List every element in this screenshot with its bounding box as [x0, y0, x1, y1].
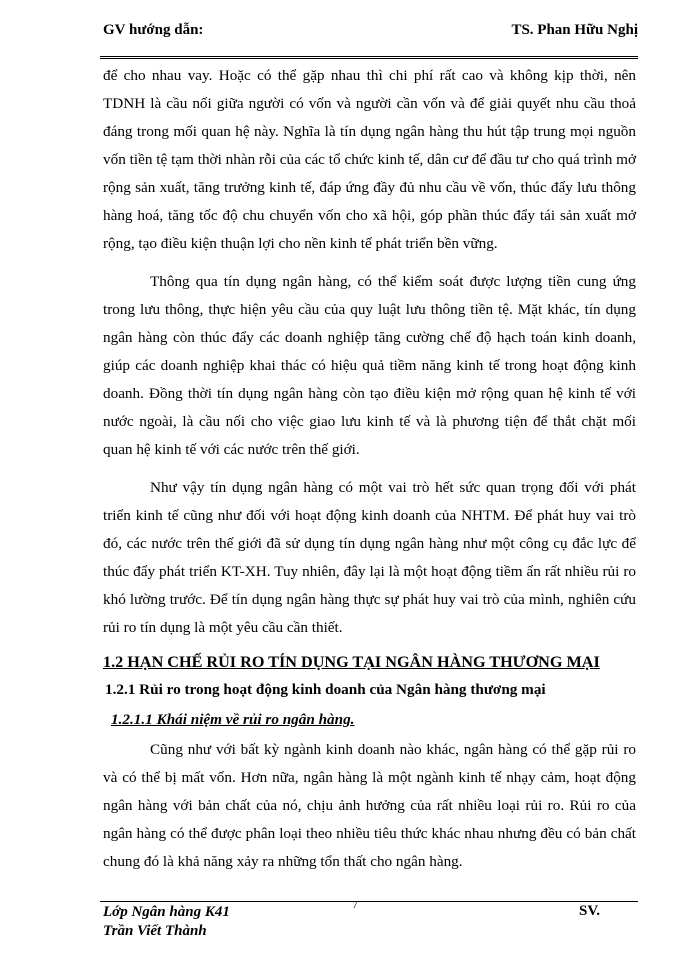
header-divider	[100, 56, 638, 59]
paragraph-credit-role: Như vậy tín dụng ngân hàng có một vai trò hết sức quan trọng đối với phát triển kinh tế cũng như đối với hoạt động kinh doanh của NHTM. Để phát huy vai trò đó, các nước trên thế giới đã sử dụng tín dụng ngân hàng như một công cụ đắc lực để thúc đẩy phát triển KT-XH. Tuy nhiên, đây lại là một hoạt động tiềm ẩn rất nhiều rủi ro khó lường trước. Để tín dụng ngân hàng thực sự phát huy vai trò của mình, nghiên cứu rủi ro tín dụng là một yêu cầu cần thiết.	[103, 479, 636, 636]
footer-student-name: Trần Viết Thành	[103, 923, 207, 939]
section-heading-1-2-1: 1.2.1 Rủi ro trong hoạt động kinh doanh của Ngân hàng thương mại	[105, 681, 546, 698]
document-body	[103, 62, 636, 876]
footer-student-label: SV.	[579, 903, 600, 919]
header-advisor-name: TS. Phan Hữu Nghị	[511, 22, 638, 38]
footer-class-info	[103, 903, 230, 941]
paragraph-credit-control: Thông qua tín dụng ngân hàng, có thể kiểm soát được lượng tiền cung ứng trong lưu thông, thực hiện yêu cầu của quy luật lưu thông tiền tệ. Mặt khác, tín dụng ngân hàng còn thúc đẩy các doanh nghiệp tăng cường chế độ hạch toán kinh doanh, giúp các doanh nghiệp khai thác có hiệu quả tiềm năng kinh tế trong hoạt động kinh doanh. Đồng thời tín dụng ngân hàng còn tạo điều kiện mở rộng quan hệ kinh tế với nước ngoài, là cầu nối cho việc giao lưu kinh tế và là phương tiện để thắt chặt mối quan hệ kinh tế với các nước trên thế giới.	[103, 273, 636, 458]
page-header	[103, 22, 638, 48]
paragraph-continued: để cho nhau vay. Hoặc có thể gặp nhau thì chi phí rất cao và không kịp thời, nên TDNH là cầu nối giữa người có vốn và người cần vốn và để giải quyết nhu cầu thoả đáng trong mối quan hệ này. Nghĩa là tín dụng ngân hàng thu hút tập trung mọi nguồn vốn tiền tệ tạm thời nhàn rỗi của các tổ chức kinh tế, dân cư để đầu tư cho quá trình mở rộng sản xuất, tăng trưởng kinh tế, đáp ứng đầy đủ nhu cầu về vốn, thúc đẩy lưu thông hàng hoá, tăng tốc độ chu chuyển vốn cho xã hội, góp phần thúc đẩy tái sản xuất mở rộng, tạo điều kiện thuận lợi cho nền kinh tế phát triển bền vững.	[103, 67, 636, 252]
page-number: 7	[352, 899, 358, 911]
paragraph-bank-risk: Cũng như với bất kỳ ngành kinh doanh nào khác, ngân hàng có thể gặp rủi ro và có thể bị mất vốn. Hơn nữa, ngân hàng là một ngành kinh tế nhạy cảm, hoạt động ngân hàng với bản chất của nó, chịu ảnh hưởng của rất nhiều loại rủi ro. Rủi ro của ngân hàng có thể được phân loại theo nhiều tiêu thức khác nhau nhưng đều có bản chất chung đó là khả năng xảy ra những tổn thất cho ngân hàng.	[103, 741, 636, 870]
footer-class-line: Lớp Ngân hàng K41	[103, 904, 230, 920]
section-heading-1-2: 1.2 HẠN CHẾ RỦI RO TÍN DỤNG TẠI NGÂN HÀNG THƯƠNG MẠI	[103, 653, 600, 671]
header-advisor-label: GV hướng dẫn:	[103, 22, 204, 38]
section-heading-1-2-1-1: 1.2.1.1 Khái niệm về rủi ro ngân hàng.	[111, 711, 355, 728]
